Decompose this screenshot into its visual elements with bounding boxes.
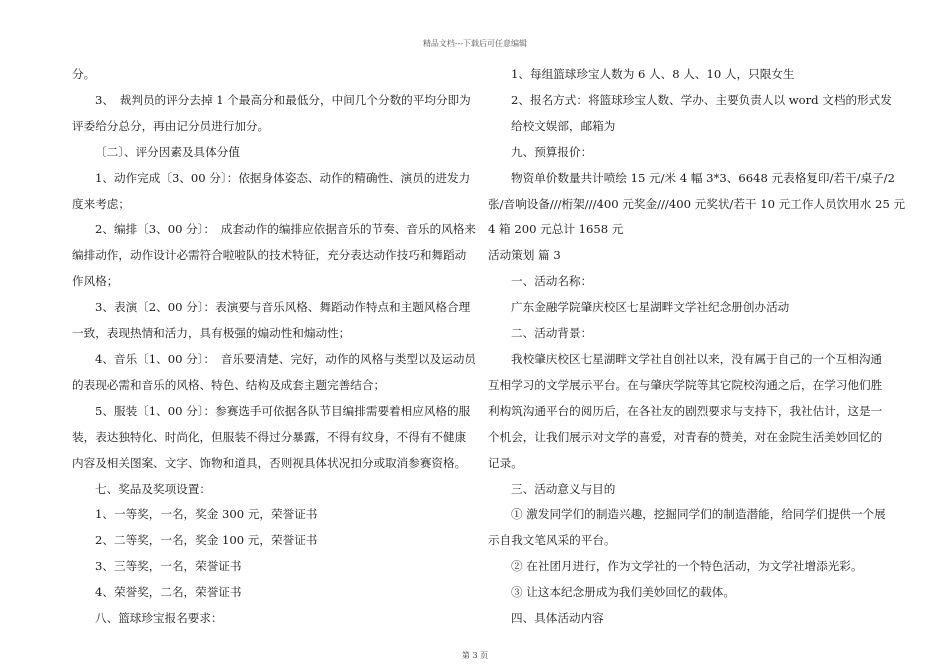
text-line: 4 箱 200 元总计 1658 元 [488, 222, 624, 237]
text-line: 利构筑沟通平台的阅历后，在各社友的剧烈要求与支持下，我社估计，这是一 [488, 403, 883, 418]
page-header: 精品文档---下载后可任意编辑 [422, 39, 528, 48]
text-line: ② 在社团月进行，作为文学社的一个特色活动，为文学社增添光彩。 [511, 559, 863, 574]
text-line: 的表现必需和音乐的风格、特色、结构及成套主题完善结合； [72, 377, 386, 392]
text-line: 〔二〕、评分因素及具体分值 [95, 144, 240, 159]
text-line: 互相学习的文学展示平台。在与肇庆学院等其它院校沟通之后，在学习他们胜 [488, 377, 883, 392]
text-line: 分。 [72, 67, 96, 81]
text-line: 评委给分总分，再由记分员进行加分。 [72, 118, 270, 133]
text-line: 装，表达独特化、时尚化，但服装不得过分暴露，不得有纹身，不得有不健康 [72, 429, 467, 444]
text-line: 四、具体活动内容 [511, 611, 604, 626]
text-line: 2、编排〔3、00 分〕： 成套动作的编排应依据音乐的节奏、音乐的风格来 [95, 222, 476, 237]
text-line: 3、三等奖，一名，荣誉证书 [95, 559, 242, 574]
text-line: 一、活动名称： [511, 274, 593, 289]
right-text-column [488, 62, 906, 632]
text-line: 活动策划 篇 3 [488, 248, 561, 263]
text-line: 个机会，让我们展示对文学的喜爱，对青春的赞美，对在金院生活美妙回忆的 [488, 429, 883, 444]
text-line: 2、二等奖，一名，奖金 100 元，荣誉证书 [95, 533, 318, 548]
text-line: 我校肇庆校区七星湖畔文学社自创社以来，没有属于自己的一个互相沟通 [511, 351, 883, 366]
text-line: 4、荣誉奖，二名，荣誉证书 [95, 585, 242, 600]
text-line: 张/音响设备///桁架///400 元奖金///400 元奖状/若干 10 元工作人员饮用水 25 元 [488, 196, 906, 211]
text-line: 三、活动意义与目的 [511, 481, 616, 496]
text-line: 2、报名方式：将篮球珍宝人数、学办、主要负责人以 word 文档的形式发 [511, 92, 892, 107]
text-line: 1、一等奖，一名，奖金 300 元，荣誉证书 [95, 507, 318, 522]
text-line: 3、 裁判员的评分去掉 1 个最高分和最低分，中间几个分数的平均分即为 [95, 92, 471, 107]
text-line: 给校文娱部，邮箱为 [511, 118, 616, 133]
text-line: 度来考虑； [72, 196, 130, 211]
text-line: 广东金融学院肇庆校区七星湖畔文学社纪念册创办活动 [511, 300, 790, 315]
page-number: 第 3 页 [461, 651, 489, 660]
text-line: 八、篮球珍宝报名要求： [95, 611, 223, 626]
text-line: ③ 让这本纪念册成为我们美妙回忆的载体。 [511, 585, 735, 600]
text-line: 4、音乐〔1、00 分〕： 音乐要清楚、完好，动作的风格与类型以及运动员 [95, 351, 476, 366]
text-line: 物资单价数量共计喷绘 15 元/米 4 幅 3*3、6648 元表格复印/若干/桌子/2 [511, 170, 895, 185]
left-text-column [72, 62, 476, 632]
text-line: 内容及相关图案、文字、饰物和道具，否则视具体状况扣分或取消参赛资格。 [72, 455, 467, 470]
text-line: 一致，表现热情和活力，具有极强的煽动性和煽动性； [72, 326, 351, 341]
text-line: 记录。 [488, 455, 523, 470]
text-line: 5、服装〔1、00 分〕：参赛选手可依据各队节目编排需要着相应风格的服 [95, 403, 471, 418]
text-line: ① 激发同学们的制造兴趣，挖掘同学们的制造潜能，给同学们提供一个展 [511, 507, 886, 522]
text-line: 编排动作，动作设计必需符合啦啦队的技术特征，充分表达动作技巧和舞蹈动 [72, 248, 467, 263]
text-line: 二、活动背景： [511, 326, 593, 341]
text-line: 七、奖品及奖项设置： [95, 481, 211, 496]
text-line: 3、表演〔2、00 分〕：表演要与音乐风格、舞蹈动作特点和主题风格合理 [95, 300, 471, 315]
text-line: 作风格； [72, 274, 119, 289]
text-line: 1、每组篮球珍宝人数为 6 人、8 人、10 人，只限女生 [511, 67, 795, 81]
text-line: 示自我文笔风采的平台。 [488, 533, 616, 548]
text-line: 1、动作完成〔3、00 分〕：依据身体姿态、动作的精确性、演员的进发力 [95, 170, 471, 185]
text-line: 九、预算报价： [511, 144, 593, 159]
